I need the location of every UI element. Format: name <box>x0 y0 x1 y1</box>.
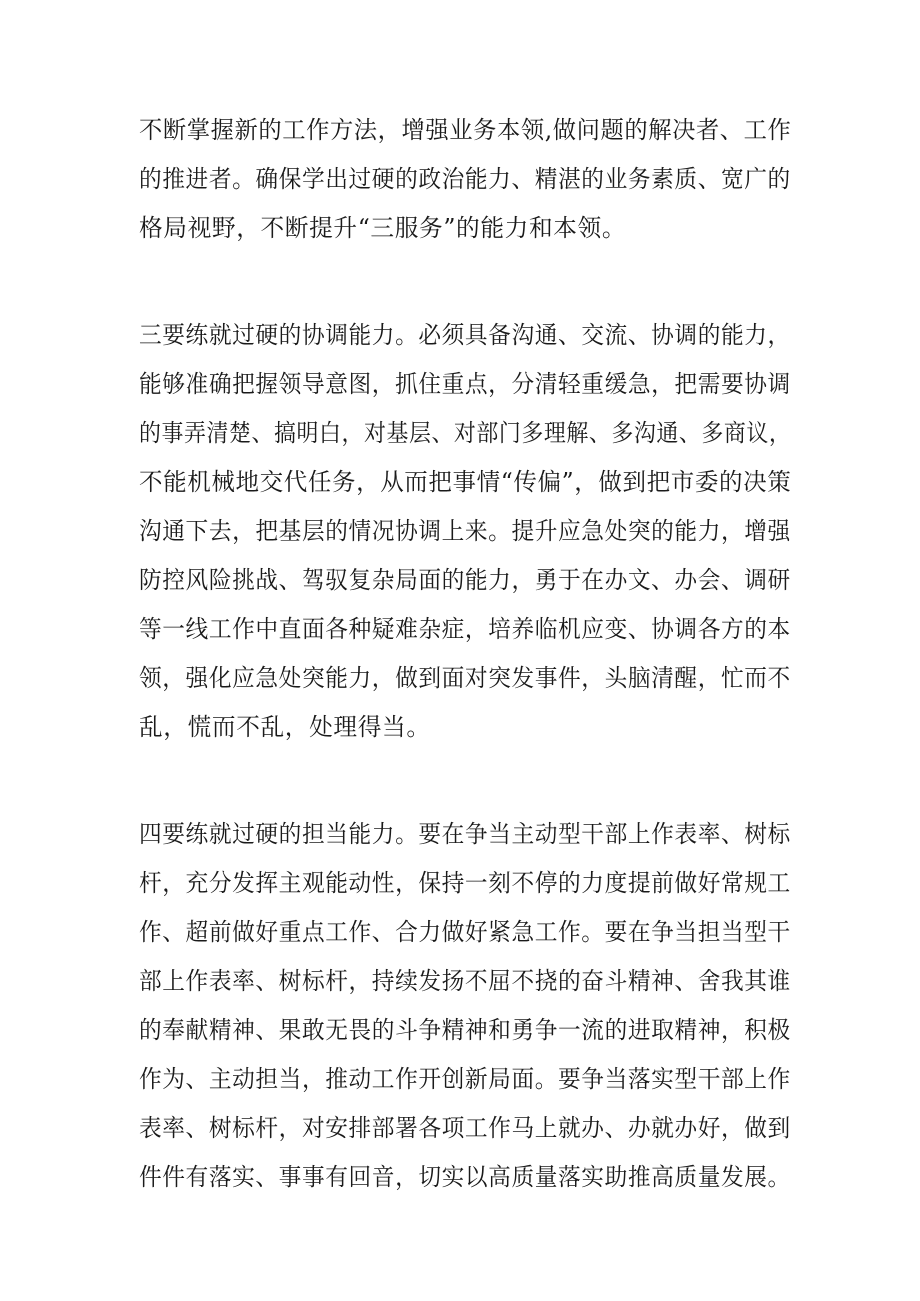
paragraph-1-line-2: 的推进者。确保学出过硬的政治能力、精湛的业务素质、宽广的 <box>139 165 791 193</box>
paragraph-1-line-1: 不断掌握新的工作方法，增强业务本领,做问题的解决者、工作 <box>139 116 792 144</box>
paragraph-2-line-5: 沟通下去，把基层的情况协调上来。提升应急处突的能力，增强 <box>139 517 791 545</box>
paragraph-2-line-2: 能够准确把握领导意图，抓住重点，分清轻重缓急，把需要协调 <box>139 370 791 398</box>
paragraph-2-line-3: 的事弄清楚、搞明白，对基层、对部门多理解、多沟通、多商议， <box>139 419 792 447</box>
paragraph-1-line-3: 格局视野，不断提升“三服务”的能力和本领。 <box>139 214 627 242</box>
paragraph-3-line-1: 四要练就过硬的担当能力。要在争当主动型干部上作表率、树标 <box>139 820 791 848</box>
paragraph-3-line-4: 部上作表率、树标杆，持续发扬不屈不挠的奋斗精神、舍我其谁 <box>139 967 791 995</box>
paragraph-2-line-6: 防控风险挑战、驾驭复杂局面的能力，勇于在办文、办会、调研 <box>139 566 791 594</box>
paragraph-3-line-2: 杆，充分发挥主观能动性，保持一刻不停的力度提前做好常规工 <box>139 869 791 897</box>
paragraph-3-line-8: 件件有落实、事事有回音，切实以高质量落实助推高质量发展。 <box>139 1163 791 1191</box>
paragraph-2-line-8: 领，强化应急处突能力，做到面对突发事件，头脑清醒，忙而不 <box>139 664 791 692</box>
paragraph-2-line-7: 等一线工作中直面各种疑难杂症，培养临机应变、协调各方的本 <box>139 615 791 643</box>
paragraph-2-line-1: 三要练就过硬的协调能力。必须具备沟通、交流、协调的能力， <box>139 321 791 349</box>
paragraph-2-line-9: 乱，慌而不乱，处理得当。 <box>139 713 431 741</box>
paragraph-3-line-5: 的奉献精神、果敢无畏的斗争精神和勇争一流的进取精神，积极 <box>139 1016 791 1044</box>
paragraph-3-line-7: 表率、树标杆，对安排部署各项工作马上就办、办就办好，做到 <box>139 1114 791 1142</box>
paragraph-3-line-3: 作、超前做好重点工作、合力做好紧急工作。要在争当担当型干 <box>139 918 791 946</box>
paragraph-3-line-6: 作为、主动担当，推动工作开创新局面。要争当落实型干部上作 <box>139 1065 791 1093</box>
paragraph-2-line-4: 不能机械地交代任务，从而把事情“传偏”，做到把市委的决策 <box>139 468 792 496</box>
